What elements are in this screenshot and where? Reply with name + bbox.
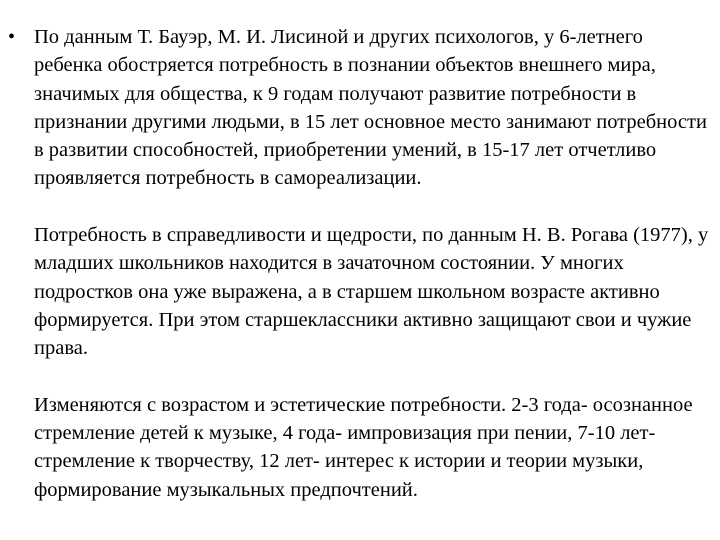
slide-text-body [34,23,714,504]
paragraph-aesthetic-needs: Изменяются с возрастом и эстетические потребности. 2-3 года- осознанное стремление детей к музыке, 4 года- импровизация при пении, 7-10 лет- стремление к творчеству, 12 лет- интерес к истории и теории музыки, формирование музыкальных предпочтений. [34,393,693,501]
paragraph-justice-generosity: Потребность в справедливости и щедрости, по данным Н. В. Рогава (1977), у младших школьников находится в зачаточном состоянии. У многих подростков она уже выражена, а в старшем школьном возрасте активно формируется. При этом старшеклассники активно защищают свои и чужие права. [34,224,709,360]
paragraph-needs-by-age: По данным Т. Бауэр, М. И. Лисиной и других психологов, у 6-летнего ребенка обостряется потребность в познании объектов внешнего мира, значимых для общества, к 9 годам получают развитие потребности в признании другими людьми, в 15 лет основное место занимают потребности в развитии способностей, приобретении умений, в 15-17 лет отчетливо проявляется потребность в самореализации. [34,26,707,190]
bullet-point: • [8,26,16,48]
